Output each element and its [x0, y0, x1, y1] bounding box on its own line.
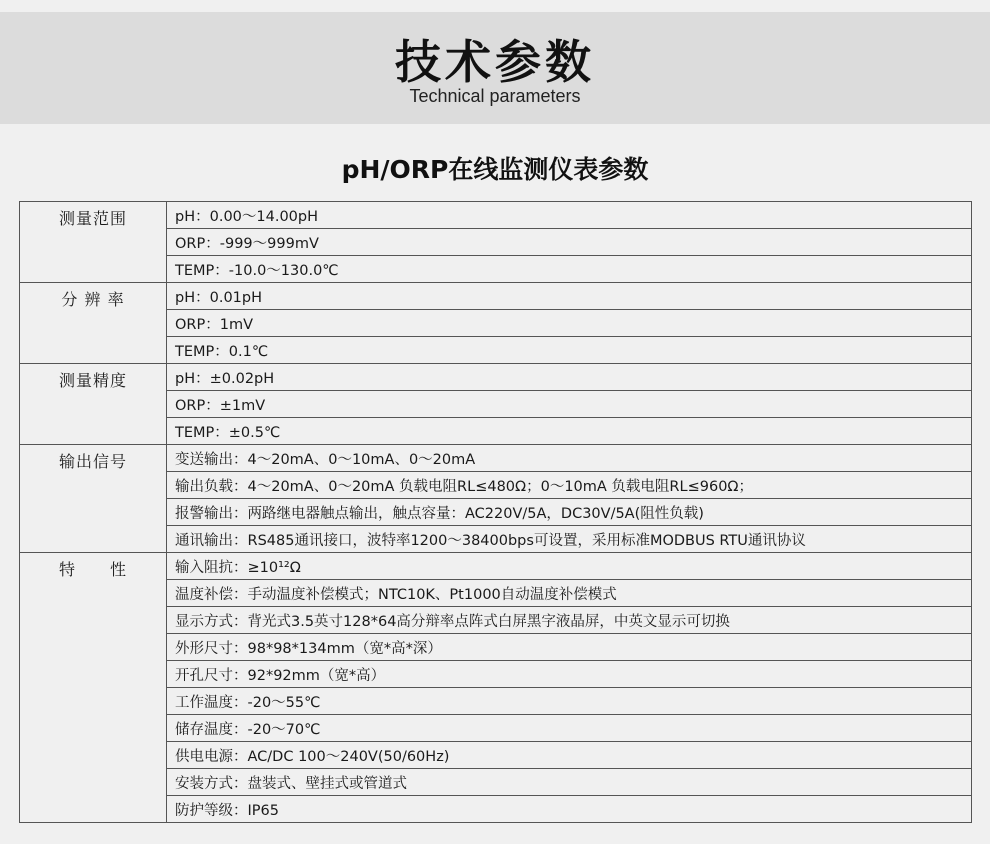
spec-value: ORP：±1mV	[167, 391, 972, 418]
table-row	[20, 553, 972, 580]
category-accuracy: 测量精度	[20, 364, 167, 445]
spec-value: 防护等级：IP65	[167, 796, 972, 823]
table-row	[20, 445, 972, 472]
spec-value: pH：0.01pH	[167, 283, 972, 310]
spec-value: 温度补偿：手动温度补偿模式；NTC10K、Pt1000自动温度补偿模式	[167, 580, 972, 607]
spec-value: 显示方式：背光式3.5英寸128*64高分辩率点阵式白屏黑字液晶屏，中英文显示可切换	[167, 607, 972, 634]
spec-value: 开孔尺寸：92*92mm（宽*高）	[167, 661, 972, 688]
table-row	[20, 364, 972, 391]
spec-value: 输入阻抗：≥10¹²Ω	[167, 553, 972, 580]
spec-value: 工作温度：-20～55℃	[167, 688, 972, 715]
category-resolution: 分 辨 率	[20, 283, 167, 364]
spec-table	[19, 201, 972, 823]
spec-value: 储存温度：-20～70℃	[167, 715, 972, 742]
page-subtitle: Technical parameters	[409, 86, 581, 106]
category-output-signal: 输出信号	[20, 445, 167, 553]
category-measure-range: 测量范围	[20, 202, 167, 283]
spec-value: ORP：1mV	[167, 310, 972, 337]
spec-value: 报警输出：两路继电器触点输出，触点容量：AC220V/5A，DC30V/5A(阻性负载)	[167, 499, 972, 526]
table-row	[20, 283, 972, 310]
section-title: pH/ORP在线监测仪表参数	[341, 155, 649, 184]
spec-value: pH：±0.02pH	[167, 364, 972, 391]
spec-value: TEMP：-10.0～130.0℃	[167, 256, 972, 283]
spec-value: pH：0.00～14.00pH	[167, 202, 972, 229]
spec-value: TEMP：±0.5℃	[167, 418, 972, 445]
spec-value: 供电电源：AC/DC 100～240V(50/60Hz)	[167, 742, 972, 769]
table-row	[20, 202, 972, 229]
spec-value: 通讯输出：RS485通讯接口，波特率1200～38400bps可设置，采用标准MODBUS RTU通讯协议	[167, 526, 972, 553]
category-characteristics: 特 性	[20, 553, 167, 823]
spec-value: TEMP：0.1℃	[167, 337, 972, 364]
spec-value: 输出负载：4～20mA、0～20mA 负载电阻RL≤480Ω；0～10mA 负载电阻RL≤960Ω；	[167, 472, 972, 499]
page-title: 技术参数	[395, 35, 595, 89]
spec-value: ORP：-999～999mV	[167, 229, 972, 256]
spec-value: 变送输出：4～20mA、0～10mA、0～20mA	[167, 445, 972, 472]
spec-value: 外形尺寸：98*98*134mm（宽*高*深）	[167, 634, 972, 661]
spec-value: 安装方式：盘装式、壁挂式或管道式	[167, 769, 972, 796]
